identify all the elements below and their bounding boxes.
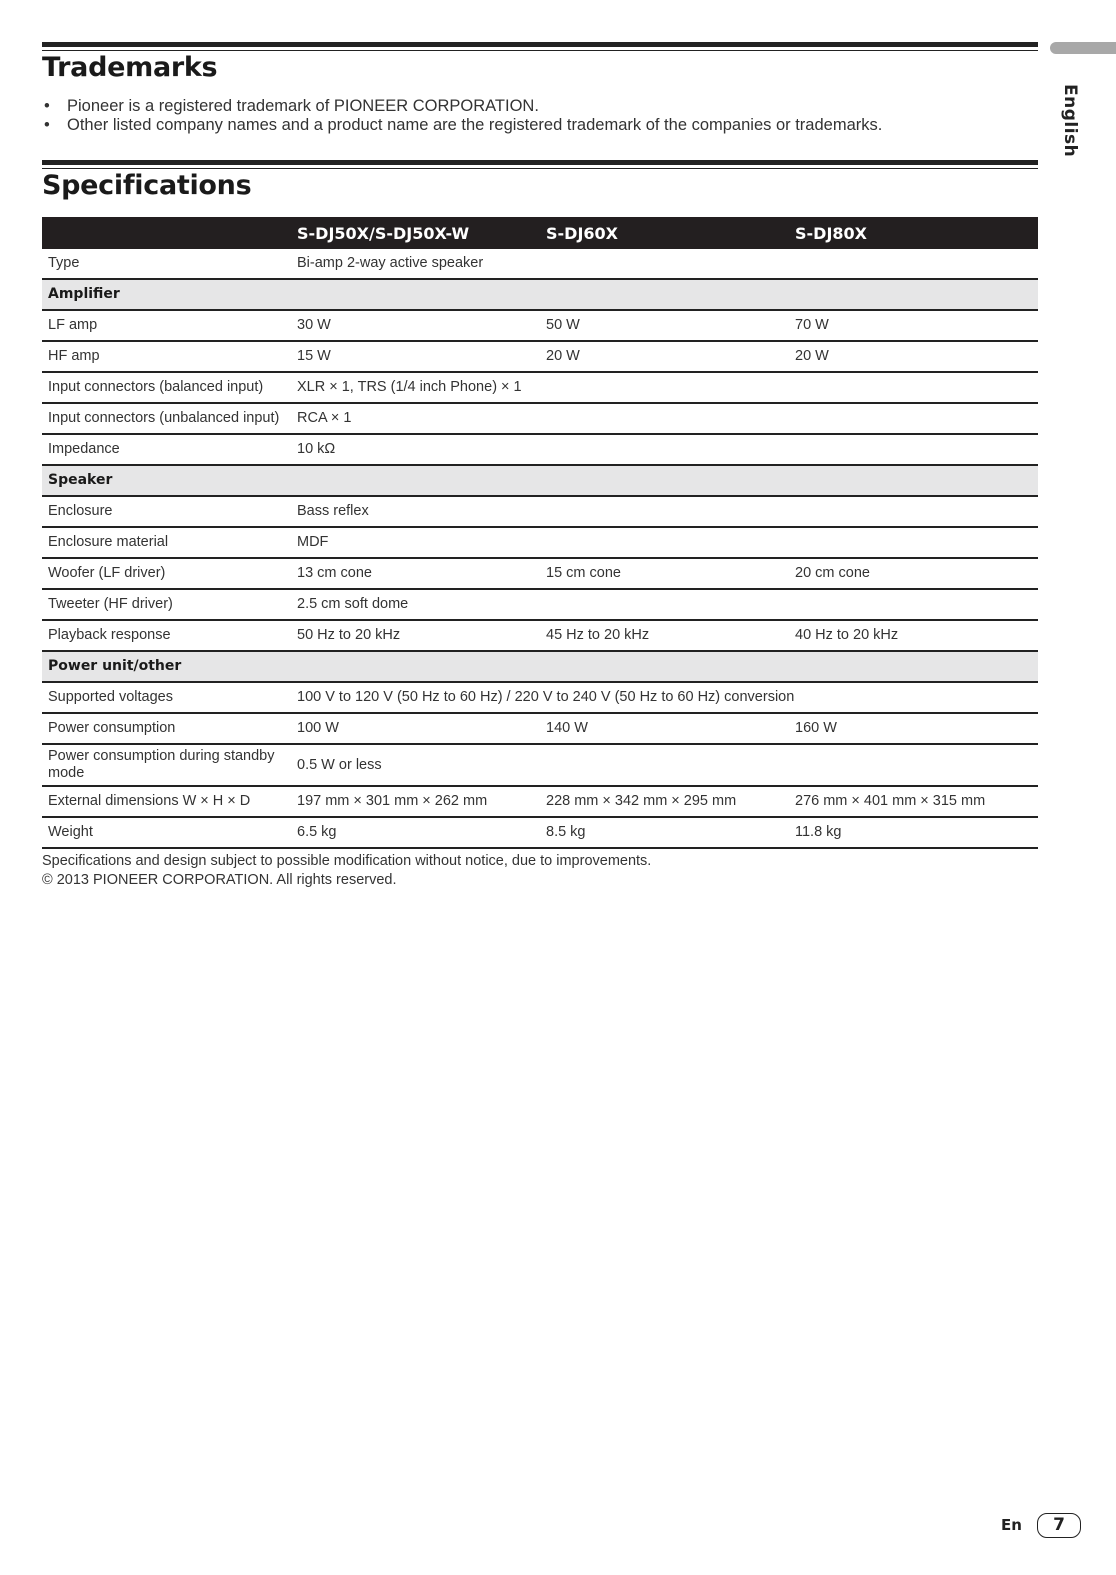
column-header: S-DJ80X — [789, 217, 1038, 249]
table-row — [42, 589, 1038, 620]
table-row — [42, 744, 1038, 786]
section-rule-thin — [42, 50, 1038, 51]
row-label: Enclosure — [42, 496, 291, 527]
table-cell: XLR × 1, TRS (1/4 inch Phone) × 1 — [291, 372, 1038, 403]
row-label: External dimensions W × H × D — [42, 786, 291, 817]
table-cell: 228 mm × 342 mm × 295 mm — [540, 786, 789, 817]
table-cell: MDF — [291, 527, 1038, 558]
table-row — [42, 310, 1038, 341]
table-cell: 30 W — [291, 310, 540, 341]
table-row — [42, 713, 1038, 744]
table-cell: 40 Hz to 20 kHz — [789, 620, 1038, 651]
table-cell: 276 mm × 401 mm × 315 mm — [789, 786, 1038, 817]
row-label: Impedance — [42, 434, 291, 465]
table-cell: 0.5 W or less — [291, 744, 1038, 786]
language-code: En — [1001, 1516, 1022, 1534]
table-cell: 10 kΩ — [291, 434, 1038, 465]
row-label: Type — [42, 249, 291, 279]
table-body — [42, 249, 1038, 848]
row-label: Supported voltages — [42, 682, 291, 713]
section-label: Amplifier — [42, 279, 1038, 310]
table-cell: 20 W — [540, 341, 789, 372]
column-header: S-DJ60X — [540, 217, 789, 249]
table-cell: 13 cm cone — [291, 558, 540, 589]
row-label: Woofer (LF driver) — [42, 558, 291, 589]
row-label: Tweeter (HF driver) — [42, 589, 291, 620]
table-cell: 197 mm × 301 mm × 262 mm — [291, 786, 540, 817]
row-label: Input connectors (balanced input) — [42, 372, 291, 403]
table-cell: 8.5 kg — [540, 817, 789, 848]
table-cell: 20 W — [789, 341, 1038, 372]
table-row — [42, 372, 1038, 403]
table-cell: Bi-amp 2-way active speaker — [291, 249, 1038, 279]
row-label: LF amp — [42, 310, 291, 341]
table-cell: 70 W — [789, 310, 1038, 341]
section-rule-thick — [42, 160, 1038, 165]
trademarks-heading: Trademarks — [42, 52, 218, 83]
table-row — [42, 620, 1038, 651]
row-label: Power consumption — [42, 713, 291, 744]
table-cell: 50 W — [540, 310, 789, 341]
table-cell: 2.5 cm soft dome — [291, 589, 1038, 620]
table-row — [42, 434, 1038, 465]
row-label: HF amp — [42, 341, 291, 372]
specifications-heading: Specifications — [42, 170, 252, 201]
column-header — [42, 217, 291, 249]
table-cell: 11.8 kg — [789, 817, 1038, 848]
trademarks-list — [44, 97, 882, 135]
section-label: Speaker — [42, 465, 1038, 496]
table-cell: 140 W — [540, 713, 789, 744]
table-section-row — [42, 279, 1038, 310]
table-cell: 100 W — [291, 713, 540, 744]
trademark-item: • Pioneer is a registered trademark of PIONEER CORPORATION. — [44, 97, 882, 116]
column-header: S-DJ50X/S-DJ50X-W — [291, 217, 540, 249]
table-cell: 6.5 kg — [291, 817, 540, 848]
table-row — [42, 249, 1038, 279]
table-cell: 100 V to 120 V (50 Hz to 60 Hz) / 220 V to 240 V (50 Hz to 60 Hz) conversion — [291, 682, 1038, 713]
section-rule-thick — [42, 42, 1038, 47]
table-cell: RCA × 1 — [291, 403, 1038, 434]
table-cell: 160 W — [789, 713, 1038, 744]
row-label: Weight — [42, 817, 291, 848]
language-label: English — [1060, 84, 1080, 158]
table-cell: 15 cm cone — [540, 558, 789, 589]
table-cell: 15 W — [291, 341, 540, 372]
table-cell: Bass reflex — [291, 496, 1038, 527]
table-row — [42, 786, 1038, 817]
table-cell: 45 Hz to 20 kHz — [540, 620, 789, 651]
row-label: Power consumption during standby mode — [42, 744, 291, 786]
specifications-table — [42, 217, 1038, 849]
section-label: Power unit/other — [42, 651, 1038, 682]
footnote-line: Specifications and design subject to possible modification without notice, due to improvements. — [42, 853, 652, 869]
row-label: Playback response — [42, 620, 291, 651]
table-section-row — [42, 465, 1038, 496]
row-label: Input connectors (unbalanced input) — [42, 403, 291, 434]
copyright-line: © 2013 PIONEER CORPORATION. All rights reserved. — [42, 872, 397, 888]
table-row — [42, 341, 1038, 372]
trademark-item: • Other listed company names and a product name are the registered trademark of the companies or trademarks. — [44, 116, 882, 135]
table-row — [42, 817, 1038, 848]
table-section-row — [42, 651, 1038, 682]
table-row — [42, 403, 1038, 434]
table-row — [42, 527, 1038, 558]
table-row — [42, 682, 1038, 713]
table-row — [42, 496, 1038, 527]
table-cell: 20 cm cone — [789, 558, 1038, 589]
page-number: 7 — [1037, 1513, 1081, 1538]
section-rule-thin — [42, 168, 1038, 169]
table-header-row — [42, 217, 1038, 249]
language-tab — [1050, 42, 1116, 54]
table-cell: 50 Hz to 20 kHz — [291, 620, 540, 651]
row-label: Enclosure material — [42, 527, 291, 558]
table-row — [42, 558, 1038, 589]
footnote — [42, 852, 651, 890]
